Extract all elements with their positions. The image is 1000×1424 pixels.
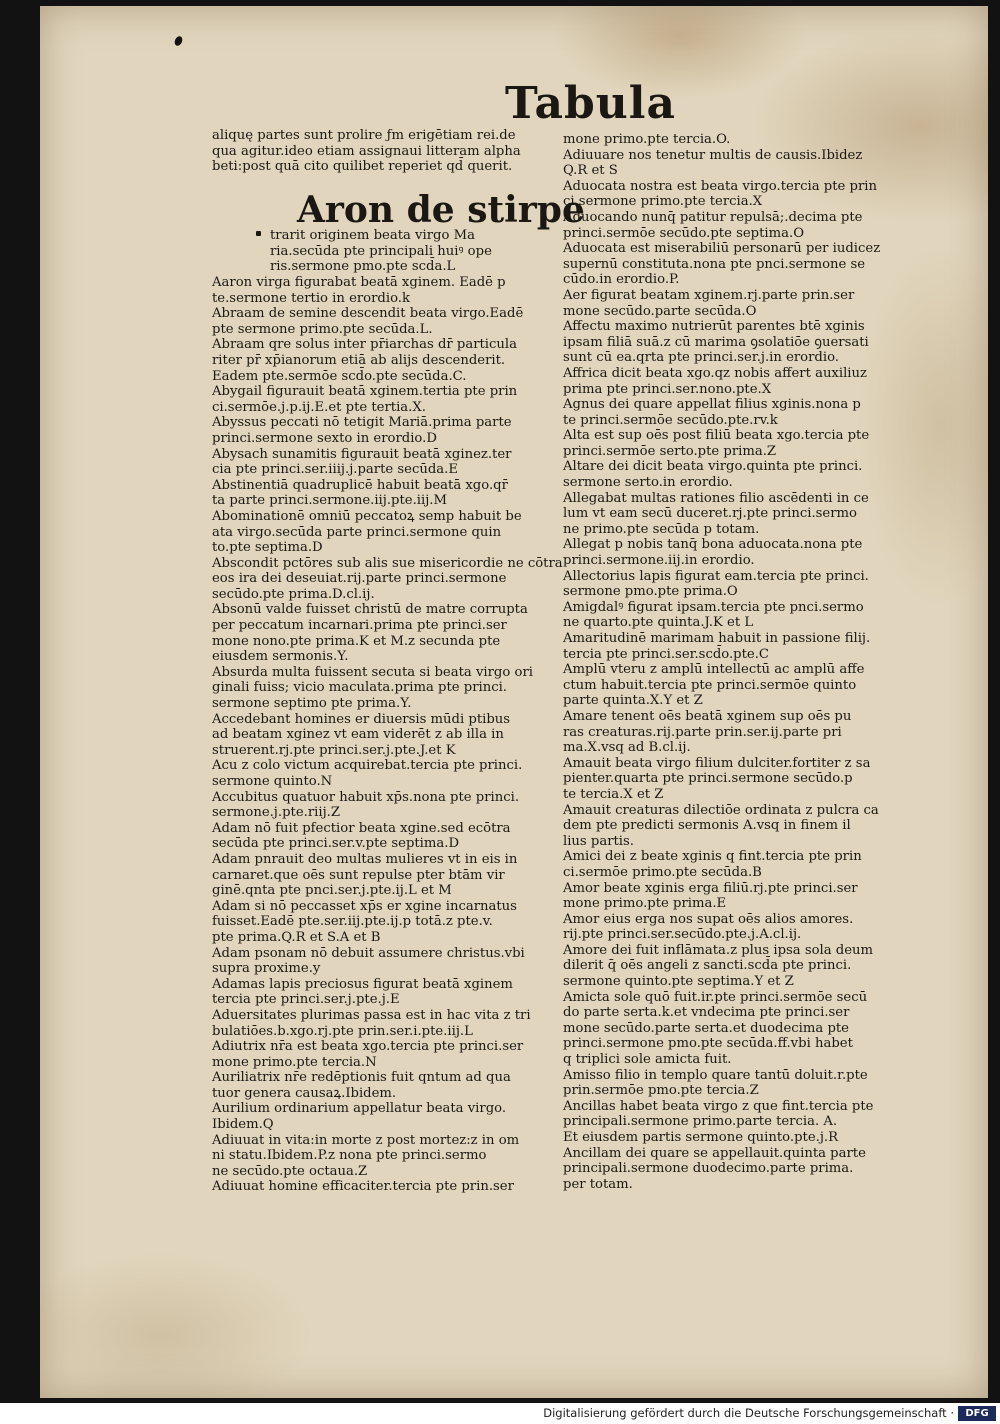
text-line: supernū constituta.nona pte pnci.sermone se xyxy=(563,256,866,272)
text-line: ma.X.vsq ad B.cl.ij. xyxy=(563,740,691,756)
text-line: Adiutrix nr̄a est beata xgo.tercia pte princi.ser xyxy=(212,1039,524,1055)
text-line: ad beatam xginez vt eam viderēt z ab illa in xyxy=(212,727,504,743)
text-line: per peccatum incarnari.prima pte princi.ser xyxy=(212,618,507,634)
text-line: mone secūdo.parte serta.et duodecima pte xyxy=(563,1020,849,1036)
text-line: Adam si nō peccasset xp̄s er xgine incarnatus xyxy=(212,898,517,914)
funding-credit: Digitalisierung gefördert durch die Deutsche Forschungsgemeinschaft · xyxy=(543,1406,954,1420)
text-line: sermone septimo pte prima.Y. xyxy=(212,696,412,712)
text-line: Q.R et S xyxy=(563,163,618,179)
text-line: carnaret.que oēs sunt repulse pter btām vir xyxy=(212,867,505,883)
text-line: lum vt eam secū duceret.rj.pte princi.sermo xyxy=(563,506,857,522)
text-line: Aduocando nunq̄ patitur repulsā;.decima pte xyxy=(563,209,863,225)
text-line: Agnus dei quare appellat filius xginis.nona p xyxy=(563,397,861,413)
text-line: Absonū valde fuisset christū de matre corrupta xyxy=(212,602,528,618)
text-line: Amicta sole quō fuit.ir.pte princi.sermōe secū xyxy=(563,989,868,1005)
text-line: ria.secūda pte principali huiꝰ ope xyxy=(270,243,492,259)
text-line: Aduersitates plurimas passa est in hac vita z tri xyxy=(212,1007,531,1023)
text-line: ci.sermōe primo.pte secūda.B xyxy=(563,864,762,880)
text-line: mone secūdo.parte secūda.O xyxy=(563,303,757,319)
text-line: aliquę partes sunt prolire ƒm erigētiam rei.de xyxy=(212,128,516,143)
text-line: te princi.sermōe secūdo.pte.rv.k xyxy=(563,412,778,428)
text-line: Amauit beata virgo filium dulciter.fortiter z sa xyxy=(563,755,871,771)
text-line: ata virgo.secūda parte princi.sermone quin xyxy=(212,524,502,540)
text-line: Affrica dicit beata xgo.qz nobis affert auxiliuz xyxy=(563,365,867,381)
text-line: ras creaturas.rij.parte prin.ser.ij.parte pri xyxy=(563,724,842,740)
paragraph-mark-icon xyxy=(256,231,261,236)
text-line: principali.sermone primo.parte tercia. A. xyxy=(563,1114,838,1130)
text-line: Amici dei z beate xginis q fint.tercia pte prin xyxy=(563,849,862,865)
text-line: fuisset.Eadē pte.ser.iij.pte.ij.p totā.z pte.v. xyxy=(212,914,493,930)
text-line: dilerit q̄ oēs angeli z sancti.scd̄a pte princi. xyxy=(563,958,852,974)
text-line: Altare dei dicit beata virgo.quinta pte princi. xyxy=(563,459,863,475)
text-line: ne secūdo.pte octaua.Z xyxy=(212,1163,368,1179)
text-line: prin.sermōe pmo.pte tercia.Z xyxy=(563,1083,759,1099)
text-line: tercia pte princi.ser.j.pte.j.E xyxy=(212,992,400,1008)
text-line: Adamas lapis preciosus figurat beatā xginem xyxy=(212,976,513,992)
text-line: Allegat p nobis tanq̄ bona aduocata.nona pte xyxy=(563,537,863,553)
text-line: eos ira dei deseuiat.rij.parte princi.sermone xyxy=(212,571,507,587)
text-line: princi.sermōe secūdo.pte septima.O xyxy=(563,225,805,241)
text-line: Aduocata nostra est beata virgo.tercia pte prin xyxy=(563,178,877,194)
text-line: Abyssus peccati nō tetigit Mariā.prima parte xyxy=(212,415,512,431)
text-line: princi.sermōe serto.pte prima.Z xyxy=(563,443,777,459)
text-line: mone primo.pte prima.E xyxy=(563,896,727,912)
text-line: tuor genera causaꝝ.Ibidem. xyxy=(212,1085,397,1101)
text-line: sunt cū ea.qrta pte princi.ser.j.in erordio. xyxy=(563,350,839,366)
section-heading: Aron de stirpe xyxy=(297,189,585,231)
column-left-entries xyxy=(212,275,563,1195)
text-line: Abscondit pctōres sub alis sue misericordie ne cōtra xyxy=(212,555,563,571)
text-line: cūdo.in erordio.P. xyxy=(563,272,680,288)
text-line: Alta est sup oēs post filiū beata xgo.tercia pte xyxy=(563,428,870,444)
text-line: lius partis. xyxy=(563,833,634,849)
text-line: sermone quinto.N xyxy=(212,774,333,789)
text-line: ta parte princi.sermone.iij.pte.iij.M xyxy=(212,493,447,509)
text-line: Adiuuat in vita:in morte z post mortez:z in om xyxy=(212,1132,520,1148)
text-line: Amare tenent oēs beatā xginem sup oēs pu xyxy=(563,708,852,724)
text-line: per totam. xyxy=(563,1176,633,1192)
text-line: pte prima.Q.R et S.A et B xyxy=(212,929,381,945)
text-line: princi.sermone sexto in erordio.D xyxy=(212,430,437,446)
text-line: Amauit creaturas dilectiōe ordinata z pulcra ca xyxy=(563,802,879,818)
text-line: rij.pte princi.ser.secūdo.pte.j.A.cl.ij. xyxy=(563,927,802,943)
text-line: Ancillas habet beata virgo z que fint.tercia pte xyxy=(563,1098,874,1114)
text-line: Ibidem.Q xyxy=(212,1117,274,1133)
text-line: ni statu.Ibidem.P.z nona pte princi.sermo xyxy=(212,1148,487,1164)
text-line: Abraam de semine descendit beata virgo.Eadē xyxy=(212,306,524,322)
text-line: mone primo.pte tercia.N xyxy=(212,1054,377,1070)
text-line: Abraam qre solus inter pr̄iarchas dr̄ particula xyxy=(212,337,517,353)
text-line: Allegabat multas rationes filio ascēdenti in ce xyxy=(563,490,869,506)
text-line: Amor beate xginis erga filiū.rj.pte princi.ser xyxy=(563,880,858,896)
text-line: eiusdem sermonis.Y. xyxy=(212,649,349,665)
text-line: pienter.quarta pte princi.sermone secūdo.p xyxy=(563,771,853,787)
text-line: ginali fuiss; vicio maculata.prima pte princi. xyxy=(212,680,507,696)
text-line: prima pte princi.ser.nono.pte.X xyxy=(563,381,772,397)
text-line: cia pte princi.ser.iiij.j.parte secūda.E xyxy=(212,462,458,478)
text-line: Abstinentiā quadruplicē habuit beatā xgo.qr̄ xyxy=(212,477,508,493)
text-line: qua agitur.ideo etiam assignaui litteram alpha xyxy=(212,143,521,159)
text-line: Amplū vteru z amplū intellectū ac amplū affe xyxy=(563,662,865,678)
text-line: Acu z colo victum acquirebat.tercia pte princi. xyxy=(212,758,523,774)
text-line: sermone serto.in erordio. xyxy=(563,475,733,491)
text-line: ctum habuit.tercia pte princi.sermōe quinto xyxy=(563,677,857,693)
text-line: to.pte septima.D xyxy=(212,540,323,556)
text-line: Aduocata est miserabiliū personarū per iudicez xyxy=(563,241,881,257)
text-line: pte sermone primo.pte secūda.L. xyxy=(212,321,433,337)
text-line: te.sermone tertio in erordio.k xyxy=(212,290,410,306)
text-line: Amigdalꝰ figurat ipsam.tercia pte pnci.sermo xyxy=(563,599,864,615)
text-line: Eadem pte.sermōe scd̄o.pte secūda.C. xyxy=(212,368,467,384)
text-line: riter pr̄ xp̄ianorum etiā ab alijs descenderit. xyxy=(212,352,506,368)
text-line: Adam pnrauit deo multas mulieres vt in eis in xyxy=(212,851,518,867)
text-line: princi.sermone pmo.pte secūda.ff.vbi habet xyxy=(563,1036,853,1052)
text-line: Auriliatrix nr̄e redēptionis fuit qntum ad qua xyxy=(212,1070,511,1086)
text-line: Amaritudinē marimam habuit in passione filij. xyxy=(563,631,871,646)
text-line: Aaron virga figurabat beatā xginem. Eadē p xyxy=(212,275,506,290)
text-line: Absurda multa fuissent secuta si beata virgo ori xyxy=(212,664,533,680)
text-line: Allectorius lapis figurat eam.tercia pte princi. xyxy=(563,568,869,584)
text-line: Ancillam dei quare se appellauit.quinta parte xyxy=(563,1145,866,1161)
text-line: beti:post quā cito quilibet reperiet qd̄ querit. xyxy=(212,159,513,175)
text-line: mone nono.pte prima.K et M.z secunda pte xyxy=(212,633,501,649)
text-line: Abominationē omniū peccatoꝝ semp habuit be xyxy=(212,508,522,524)
dfg-logo: DFG xyxy=(958,1406,996,1421)
text-line: Abygail figurauit beatā xginem.tertia pte prin xyxy=(212,384,518,400)
column-left-intro xyxy=(212,128,542,175)
text-line: Affectu maximo nutrierūt parentes btē xginis xyxy=(563,319,865,335)
text-line: Adam nō fuit pfectior beata xgine.sed ecōtra xyxy=(212,820,511,836)
text-line: sermone.j.pte.riij.Z xyxy=(212,805,341,821)
text-line: Abysach sunamitis figurauit beatā xginez.ter xyxy=(212,446,512,462)
text-line: parte quinta.X.Y et Z xyxy=(563,693,703,709)
text-line: ginē.qnta pte pnci.ser.j.pte.ij.L et M xyxy=(212,883,452,899)
text-line: principali.sermone duodecimo.parte prima. xyxy=(563,1161,854,1177)
text-line: q triplici sole amicta fuit. xyxy=(563,1052,732,1068)
text-line: Aurilium ordinarium appellatur beata virgo. xyxy=(212,1101,507,1117)
column-left-sub xyxy=(270,228,492,275)
text-line: Adiuuare nos tenetur multis de causis.Ibidez xyxy=(563,147,863,163)
text-line: Et eiusdem partis sermone quinto.pte.j.R xyxy=(563,1130,839,1145)
footer-bar xyxy=(0,1403,1000,1424)
text-line: dem pte predicti sermonis A.vsq in finem il xyxy=(563,818,851,834)
ink-blot xyxy=(173,35,184,47)
text-line: Amor eius erga nos supat oēs alios amores. xyxy=(563,911,854,927)
text-line: Amisso filio in templo quare tantū doluit.r.pte xyxy=(563,1067,868,1083)
text-line: ris.sermone pmo.pte scd̄a.L xyxy=(270,259,456,275)
text-line: princi.sermone.iij.in erordio. xyxy=(563,553,755,569)
text-line: Accedebant homines er diuersis mūdi ptibus xyxy=(212,711,511,727)
text-line: Adiuuat homine efficaciter.tercia pte prin.ser xyxy=(212,1179,514,1195)
text-line: do parte serta.k.et vndecima pte princi.ser xyxy=(563,1005,850,1021)
text-line: Amore dei fuit inflāmata.z plus ipsa sola deum xyxy=(563,942,874,958)
text-line: te tercia.X et Z xyxy=(563,786,664,802)
page-header-title: Tabula xyxy=(505,78,677,129)
text-line: Adam psonam nō debuit assumere christus.vbi xyxy=(212,945,525,961)
text-line: Aer figurat beatam xginem.rj.parte prin.ser xyxy=(563,287,855,303)
text-line: tercia pte princi.ser.scd̄o.pte.C xyxy=(563,646,769,662)
text-line: bulatiōes.b.xgo.rj.pte prin.ser.i.pte.iij.L xyxy=(212,1023,473,1039)
text-line: ci.sermōe.j.p.ij.E.et pte tertia.X. xyxy=(212,399,426,415)
text-line: struerent.rj.pte princi.ser.j.pte.J.et K xyxy=(212,742,456,758)
text-line: ne primo.pte secūda p totam. xyxy=(563,521,760,537)
text-line: mone primo.pte tercia.O. xyxy=(563,132,731,147)
text-line: trarit originem beata virgo Ma xyxy=(270,228,475,243)
text-line: ne quarto.pte quinta.J.K et L xyxy=(563,615,754,631)
column-right-entries xyxy=(563,132,893,1192)
text-line: sermone quinto.pte septima.Y et Z xyxy=(563,974,794,990)
text-line: sermone pmo.pte prima.O xyxy=(563,584,738,600)
text-line: supra proxime.y xyxy=(212,961,321,977)
text-line: secūda pte princi.ser.v.pte septima.D xyxy=(212,836,460,852)
text-line: ci.sermone primo.pte tercia.X xyxy=(563,194,763,210)
text-line: Accubitus quatuor habuit xp̄s.nona pte princi. xyxy=(212,789,520,805)
text-line: secūdo.pte prima.D.cl.ij. xyxy=(212,586,375,602)
text-line: ipsam filiā suā.z cū marima ꝯsolatiōe ꝯuersati xyxy=(563,334,869,350)
